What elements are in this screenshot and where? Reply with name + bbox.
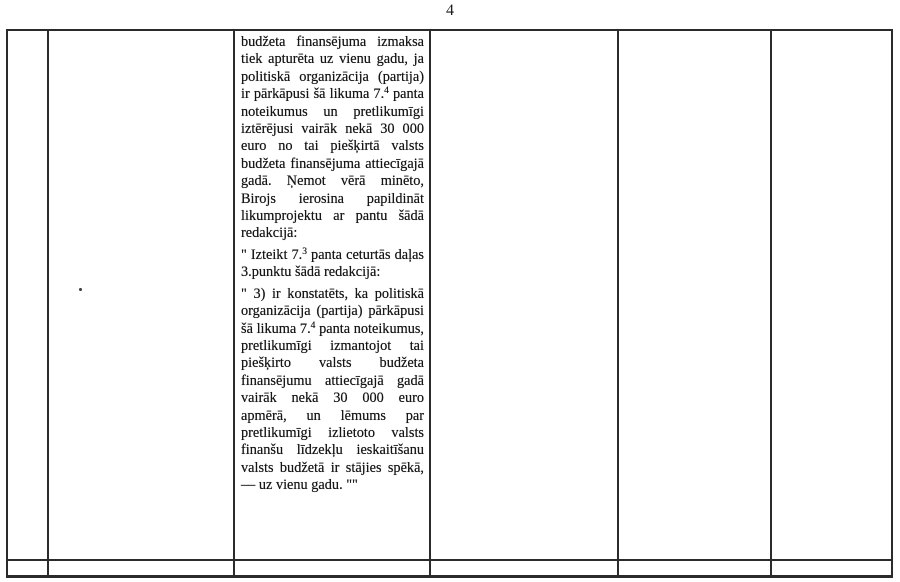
superscript: 4	[310, 320, 316, 331]
main-text-cell	[235, 31, 431, 561]
text-segment: " 3) ir konstatēts, ka politiskā organizācija (partija) pārkāpusi šā likuma 7.	[241, 285, 424, 337]
superscript: 3	[302, 246, 307, 257]
table-cell-r2c1	[8, 561, 49, 575]
table-cell-r2c6	[772, 561, 891, 575]
text-segment: " Izteikt 7.	[241, 246, 303, 263]
table-cell-r2c2	[49, 561, 235, 575]
document-table	[6, 29, 893, 578]
superscript: 4	[384, 86, 389, 97]
text-segment: budžeta finansējuma izmaksa tiek apturēta uz vienu gadu, ja politiskā organizācija (partija) ir pārkāpusi šā likuma 7.	[241, 34, 424, 103]
cell-paragraphs	[241, 34, 424, 495]
paragraph	[241, 34, 424, 243]
table-cell-r1c2	[49, 31, 235, 561]
text-segment: panta noteikumus, pretlikumīgi izmantojot tai piešķirto valsts budžeta finansējumu attiecīgajā gadā vairāk nekā 30 000 euro apmērā, un lēmums par pretlikumīgi izlietoto valsts finanšu līdzekļu ieskaitīšanu valsts budžetā ir stājies spēkā, –– uz vienu gadu. ""	[241, 320, 424, 494]
table-cell-r2c3	[235, 561, 431, 575]
table-cell-r1c5	[619, 31, 772, 561]
table-cell-r1c4	[431, 31, 619, 561]
table-cell-r2c4	[431, 561, 619, 575]
text-segment: panta ceturtās daļas 3.punktu šādā redakcijā:	[241, 246, 424, 281]
table-cell-r1c1	[8, 31, 49, 561]
text-segment: panta noteikumus un pretlikumīgi iztērējusi vairāk nekā 30 000 euro no tai piešķirtā valsts budžeta finansējuma attiecīgajā gadā. Ņemot vērā minēto, Birojs ierosina papildināt likumprojektu ar pantu šādā redakcijā:	[241, 86, 424, 242]
paragraph	[241, 286, 424, 495]
table-cell-r1c6	[772, 31, 891, 561]
page-number: 4	[446, 2, 454, 19]
ink-speck-artifact	[79, 288, 82, 291]
table-cell-r2c5	[619, 561, 772, 575]
paragraph	[241, 247, 424, 282]
